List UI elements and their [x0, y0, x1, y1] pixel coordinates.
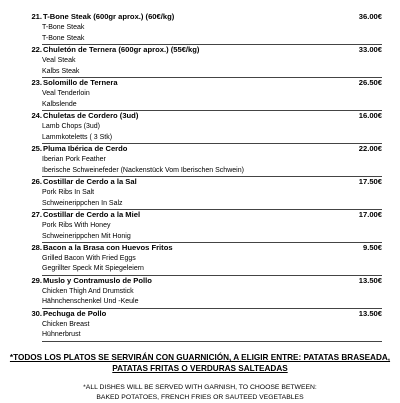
menu-item-header — [24, 12, 384, 23]
menu-item-number: 23. — [31, 77, 42, 87]
menu-item — [24, 210, 384, 243]
menu-item-header — [24, 243, 384, 254]
menu-item-number: 25. — [31, 143, 42, 153]
menu-item-translation-de: Kalbslende — [42, 100, 77, 108]
menu-item-translation-en: T-Bone Steak — [42, 23, 85, 31]
menu-item-header — [24, 210, 384, 221]
menu-item-name: Pluma Ibérica de Cerdo — [43, 143, 128, 153]
menu-item-translation-de: Kalbs Steak — [42, 67, 80, 75]
menu-item-name: Solomillo de Ternera — [43, 77, 118, 87]
garnish-note-english-line1: *ALL DISHES WILL BE SERVED WITH GARNISH, TO CHOOSE BETWEEN: — [83, 384, 317, 391]
menu-item-number: 29. — [31, 275, 42, 285]
menu-item — [24, 177, 384, 210]
menu-item-header — [24, 45, 384, 56]
menu-item-translation-en: Lamb Chops (3ud) — [42, 122, 100, 130]
menu-item-translation-en: Chicken Thigh And Drumstick — [42, 287, 134, 295]
menu-item-name: Bacon a la Brasa con Huevos Fritos — [43, 242, 173, 252]
menu-item-translation-en: Veal Tenderloin — [42, 89, 90, 97]
menu-item-number: 30. — [31, 308, 42, 318]
menu-item-translation-de: T-Bone Steak — [42, 34, 85, 42]
menu-item-name: Chuletas de Cordero (3ud) — [43, 110, 139, 120]
menu-item-header — [24, 309, 384, 320]
menu-item-number: 26. — [31, 176, 42, 186]
garnish-note — [0, 352, 400, 403]
menu-item-price: 36.00€ — [358, 12, 382, 21]
menu-item-header — [24, 111, 384, 122]
menu-item-number: 24. — [31, 110, 42, 120]
menu-item-price: 17.50€ — [358, 176, 382, 186]
menu-item — [24, 276, 384, 309]
menu-item-translation-de: Hühnerbrust — [42, 331, 81, 339]
menu-item — [24, 243, 384, 276]
menu-item-price: 33.00€ — [358, 44, 382, 54]
menu-item-price: 16.00€ — [358, 110, 382, 120]
garnish-note-english-line2: BAKED POTATOES, FRENCH FRIES OR SAUTEED VEGETABLES — [96, 394, 304, 401]
menu-item-header — [24, 78, 384, 89]
menu-item-number: 21. — [31, 12, 42, 21]
menu-item-header — [24, 144, 384, 155]
menu-item-name: Muslo y Contramuslo de Pollo — [43, 275, 152, 285]
garnish-note-spanish-line1: *TODOS LOS PLATOS SE SERVIRÁN CON GUARNICIÓN, A ELIGIR ENTRE: PATATAS BRASEADA, — [9, 353, 391, 362]
menu-item-name: Chuletón de Ternera (600gr aprox.) (55€/kg) — [43, 44, 200, 54]
menu-item-header — [24, 177, 384, 188]
menu-item-name: Pechuga de Pollo — [43, 308, 107, 318]
menu-item — [24, 78, 384, 111]
menu-item-translation-en: Pork Ribs In Salt — [42, 188, 95, 196]
menu-item — [24, 309, 384, 342]
menu-item-price: 13.50€ — [358, 308, 382, 318]
menu-item-number: 27. — [31, 209, 42, 219]
menu-item — [24, 12, 384, 45]
menu-item-translation-de: Hähnchenschenkel Und -Keule — [42, 298, 139, 306]
menu-item-translation-en: Chicken Breast — [42, 320, 90, 328]
menu-list — [24, 12, 384, 342]
menu-item-price: 9.50€ — [362, 242, 382, 252]
menu-item-name: Costillar de Cerdo a la Miel — [43, 209, 141, 219]
item-divider — [42, 341, 382, 342]
menu-item-number: 22. — [31, 44, 42, 54]
menu-item — [24, 144, 384, 177]
menu-item — [24, 111, 384, 144]
menu-item-number: 28. — [31, 242, 42, 252]
menu-item — [24, 45, 384, 78]
menu-item-price: 22.00€ — [358, 143, 382, 153]
menu-item-name: Costillar de Cerdo a la Sal — [43, 176, 137, 186]
menu-item-translation-en: Iberian Pork Feather — [42, 155, 106, 163]
menu-item-translation-de: Schweinerippchen Mit Honig — [42, 232, 131, 240]
menu-item-translation-de: Iberische Schweinefeder (Nackenstück Vom Iberischen Schwein) — [42, 166, 244, 174]
menu-item-translation-en: Veal Steak — [42, 56, 76, 64]
menu-item-header — [24, 276, 384, 287]
menu-item-translation-en: Grilled Bacon With Fried Eggs — [42, 254, 136, 262]
menu-item-price: 26.50€ — [358, 77, 382, 87]
menu-item-translation-de: Lammkoteletts ( 3 Stk) — [42, 133, 113, 141]
garnish-note-spanish-line2: PATATAS FRITAS O VERDURAS SALTEADAS — [112, 364, 288, 373]
menu-item-price: 17.00€ — [358, 209, 382, 219]
menu-item-translation-de: Gegrillter Speck Mit Spiegeleiern — [42, 265, 144, 273]
menu-item-price: 13.50€ — [358, 275, 382, 285]
menu-item-translation-en: Pork Ribs With Honey — [42, 221, 111, 229]
menu-item-name: T-Bone Steak (600gr aprox.) (60€/kg) — [43, 12, 175, 21]
menu-item-translation-de: Schweinerippchen In Salz — [42, 199, 123, 207]
